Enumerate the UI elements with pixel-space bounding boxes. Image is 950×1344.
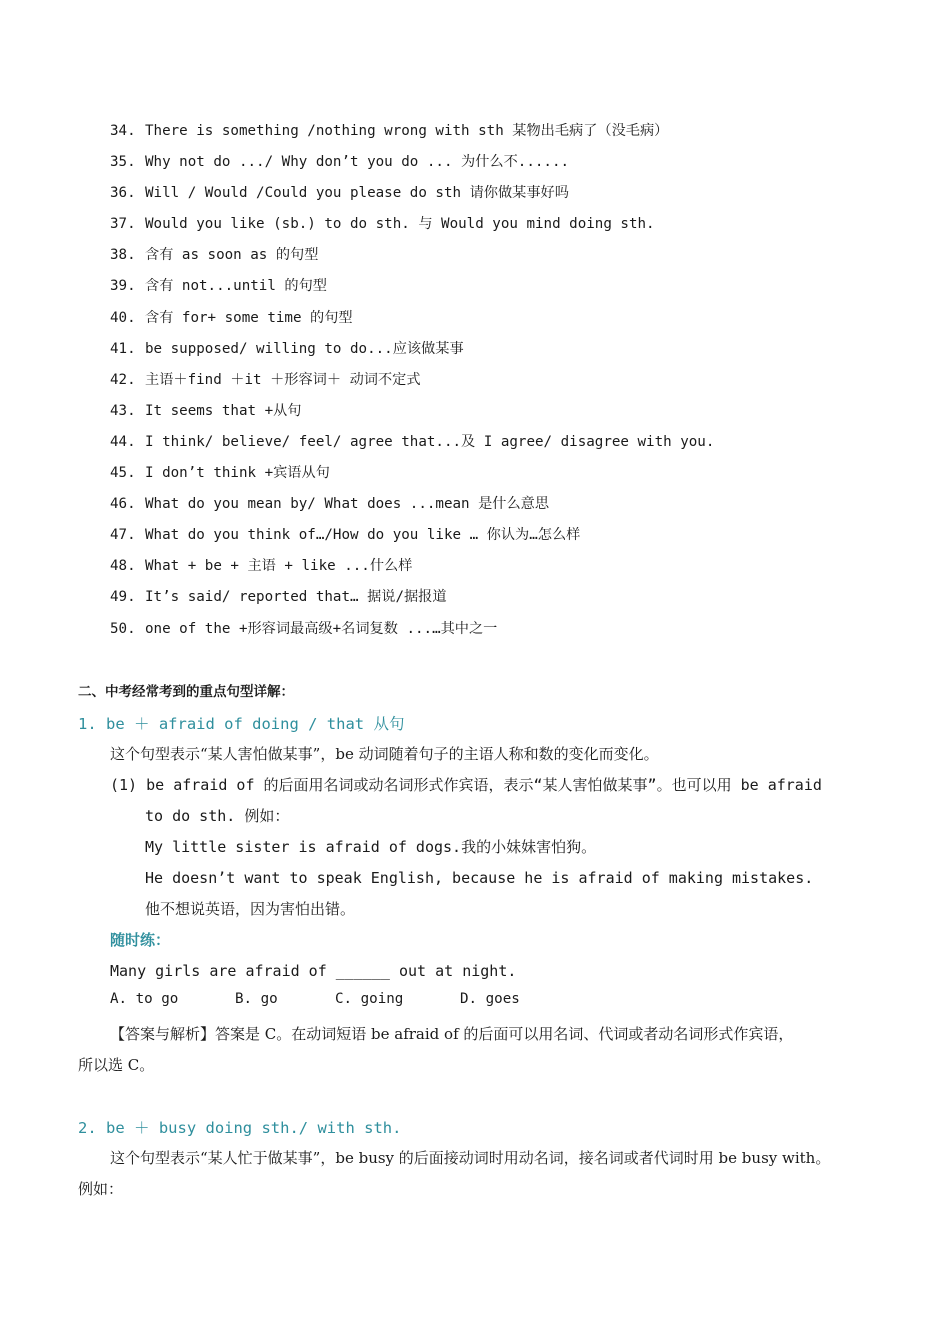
list-item-text: Why not do .../ Why don’t you do ... 为什么不...... (145, 154, 570, 171)
list-item-number: 40. (110, 309, 136, 326)
list-item (110, 181, 910, 212)
list-item-text: 含有 as soon as 的句型 (145, 247, 319, 264)
practice-label: 随时练： (110, 931, 171, 949)
list-item-text: Will / Would /Could you please do sth 请你做某事好吗 (145, 185, 569, 202)
list-item (110, 150, 910, 181)
list-item-text: I don’t think +宾语从句 (145, 465, 330, 482)
list-item (110, 492, 910, 523)
option-a: A. to go (110, 991, 179, 1007)
list-item (110, 119, 910, 150)
list-item (110, 585, 910, 616)
option-b: B. go (235, 991, 278, 1007)
list-item-number: 43. (110, 402, 136, 419)
list-item-number: 37. (110, 216, 136, 233)
list-item-text: I think/ believe/ feel/ agree that...及 I agree/ disagree with you. (145, 433, 715, 450)
list-item-number: 44. (110, 433, 136, 450)
practice-question: Many girls are afraid of ______ out at night. (110, 962, 517, 980)
list-item (110, 430, 910, 461)
list-item-text: There is something /nothing wrong with sth 某物出毛病了（没毛病） (145, 123, 669, 139)
item1-point-line2: to do sth. 例如： (145, 807, 290, 825)
item1-example2-cn: 他不想说英语，因为害怕出错。 (145, 900, 356, 918)
list-item (110, 399, 910, 430)
list-item-text: 含有 for+ some time 的句型 (145, 309, 353, 326)
list-item-text: one of the +形容词最高级+名词复数 ...…其中之一 (145, 620, 498, 637)
list-item-text: What do you mean by/ What does ...mean 是什么意思 (145, 496, 550, 513)
list-item (110, 337, 910, 368)
list-item (110, 461, 910, 492)
list-item-number: 48. (110, 558, 136, 575)
list-item-number: 34. (110, 123, 136, 139)
option-d: D. goes (460, 991, 520, 1007)
list-item-text: 含有 not...until 的句型 (145, 278, 327, 295)
list-item (110, 212, 910, 243)
item2-heading: 2. be ＋ busy doing sth./ with sth. (78, 1119, 402, 1137)
list-item-number: 47. (110, 527, 136, 544)
item1-example2: He doesn’t want to speak English, because he is afraid of making mistakes. (145, 869, 814, 887)
list-item (110, 368, 910, 399)
list-item (110, 274, 910, 305)
list-item-number: 49. (110, 589, 136, 606)
list-item-number: 41. (110, 340, 136, 357)
list-item (110, 617, 910, 648)
list-item-text: It’s said/ reported that… 据说/据报道 (145, 589, 447, 606)
list-item-text: be supposed/ willing to do...应该做某事 (145, 340, 464, 357)
list-item-number: 38. (110, 247, 136, 264)
item1-example1: My little sister is afraid of dogs.我的小妹妹害怕狗。 (145, 838, 597, 856)
list-item (110, 554, 910, 585)
item1-heading: 1. be ＋ afraid of doing / that 从句 (78, 715, 405, 733)
list-item-text: Would you like (sb.) to do sth. 与 Would you mind doing sth. (145, 216, 655, 233)
list-item-number: 42. (110, 371, 136, 388)
item1-intro: 这个句型表示“某人害怕做某事”，be 动词随着句子的主语人称和数的变化而变化。 (110, 745, 659, 763)
section-title: 二、中考经常考到的重点句型详解： (78, 684, 294, 700)
list-item-number: 46. (110, 496, 136, 513)
list-item-text: What do you think of…/How do you like … 你认为…怎么样 (145, 527, 581, 544)
answer-explanation-line1: 【答案与解析】答案是 C。在动词短语 be afraid of 的后面可以用名词、代词或者动名词形式作宾语， (110, 1025, 794, 1043)
option-c: C. going (335, 991, 404, 1007)
list-item-text: It seems that +从句 (145, 402, 302, 419)
list-item-text: 主语＋find ＋it ＋形容词＋ 动词不定式 (145, 371, 421, 388)
list-item-text: What + be + 主语 + like ...什么样 (145, 558, 413, 575)
list-item-number: 45. (110, 465, 136, 482)
answer-explanation-line2: 所以选 C。 (78, 1056, 155, 1074)
item2-intro-line1: 这个句型表示“某人忙于做某事”，be busy 的后面接动词时用动名词，接名词或者代词时用 be busy with。 (110, 1149, 831, 1167)
item1-point-line1: (1) be afraid of 的后面用名词或动名词形式作宾语，表示“某人害怕做某事”。也可以用 be afraid (110, 776, 822, 794)
list-item (110, 523, 910, 554)
list-item-number: 50. (110, 620, 136, 637)
practice-options (110, 991, 585, 1007)
list-item (110, 306, 910, 337)
list-item-number: 39. (110, 278, 136, 295)
sentence-pattern-list (110, 119, 910, 648)
item2-intro-line2: 例如： (78, 1180, 124, 1198)
list-item (110, 243, 910, 274)
list-item-number: 36. (110, 185, 136, 202)
list-item-number: 35. (110, 154, 136, 171)
